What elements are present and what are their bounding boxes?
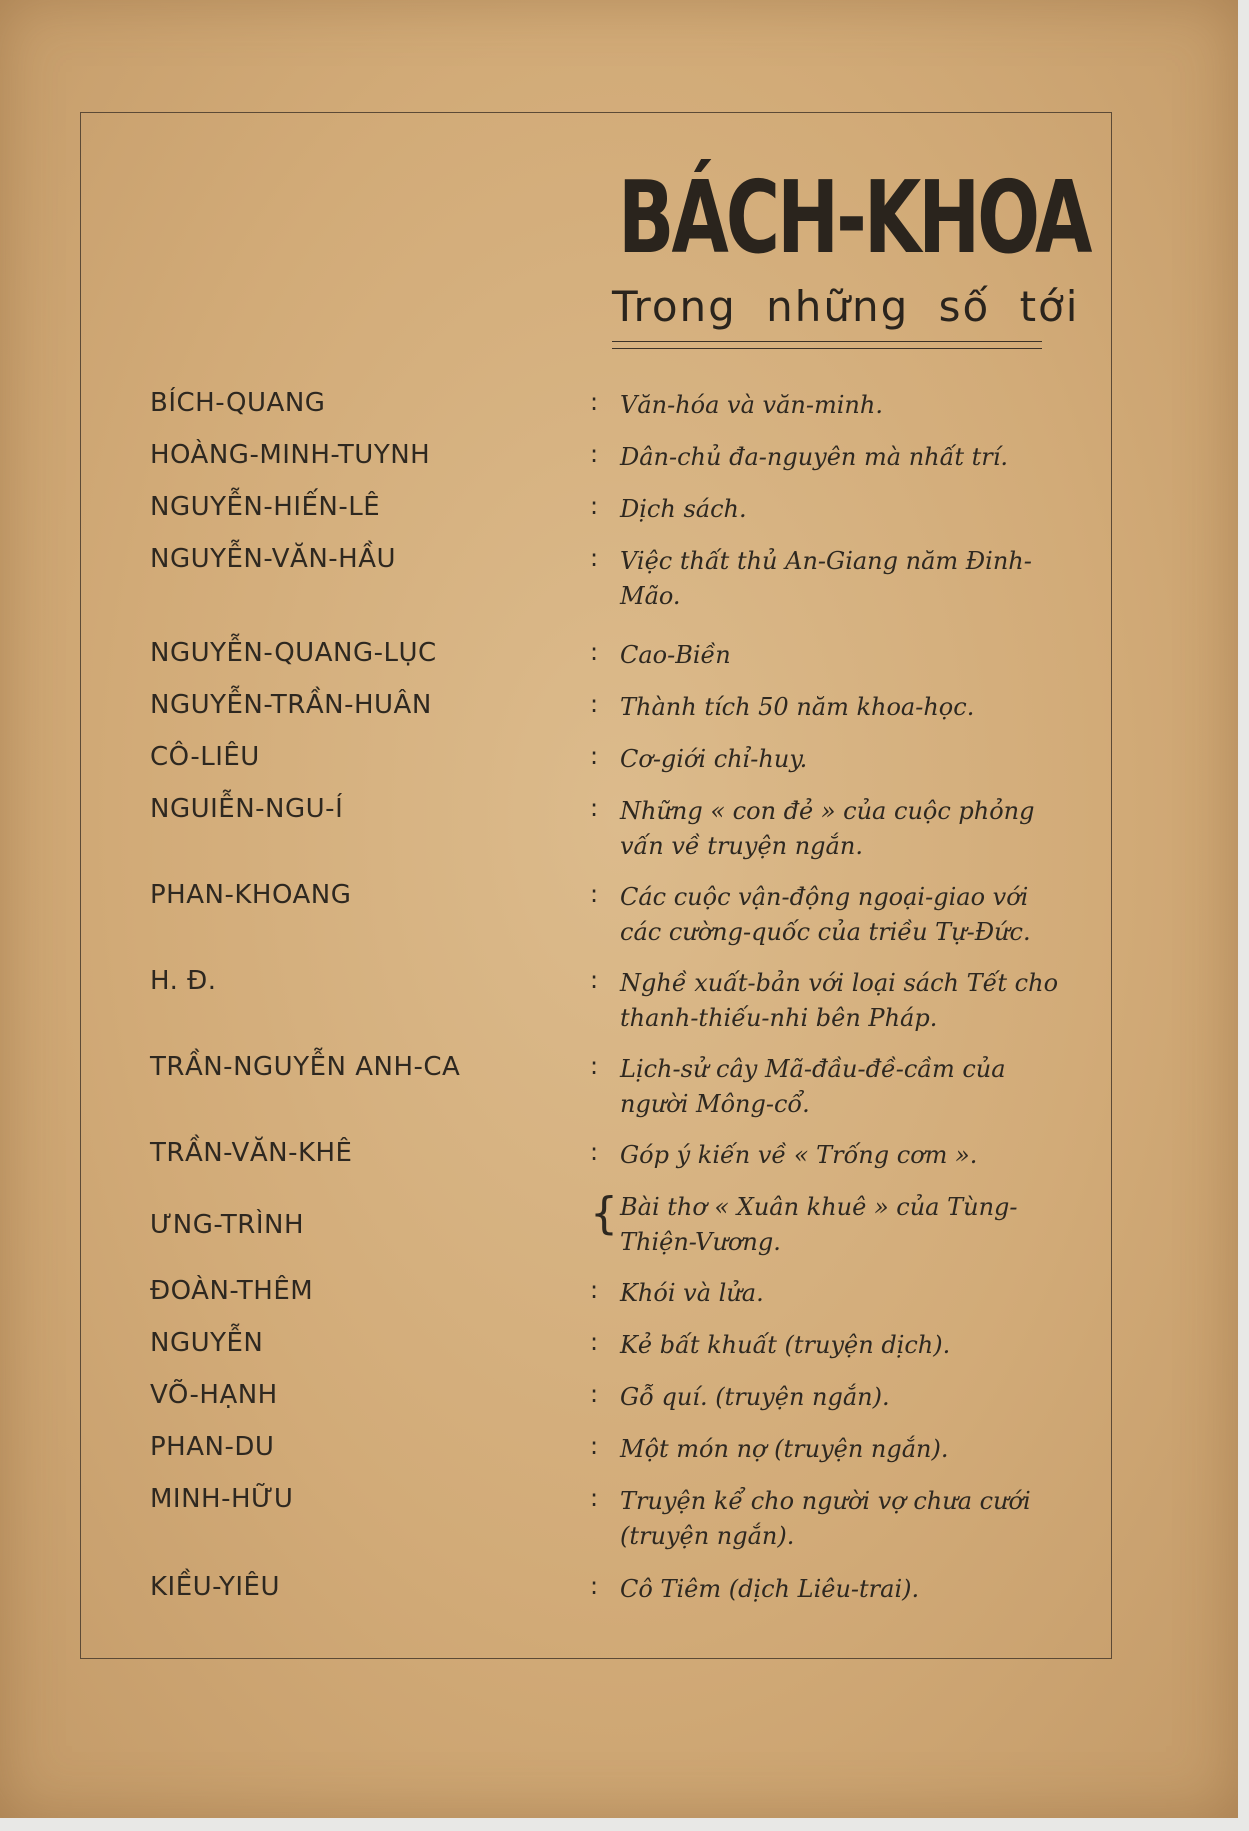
separator: : [590,1484,599,1512]
author-name: TRẦN-VĂN-KHÊ [150,1138,353,1168]
author-name: KIỀU-YIÊU [150,1572,280,1602]
author-name: NGUYỄN-VĂN-HẦU [150,544,397,574]
author-name: MINH-HỮU [150,1484,294,1514]
separator: { [590,1188,618,1239]
work-title: Cao-Biền [620,641,731,669]
work-title: Dân-chủ đa-nguyên mà nhất trí. [620,443,1009,471]
work-title: Nghề xuất-bản với loại sách Tết cho thanh-thiếu-nhi bên Pháp. [620,969,1059,1032]
author-name: TRẦN-NGUYỄN ANH-CA [150,1052,461,1082]
author-name: ƯNG-TRÌNH [150,1210,305,1240]
separator: : [590,742,599,770]
separator: : [590,492,599,520]
author-name: CÔ-LIÊU [150,742,260,772]
work-title: Dịch sách. [620,495,747,523]
separator: : [590,794,599,822]
author-name: HOÀNG-MINH-TUYNH [150,440,431,470]
work-title: Kẻ bất khuất (truyện dịch). [620,1331,951,1359]
separator: : [590,690,599,718]
author-name: NGUYỄN-QUANG-LỤC [150,638,437,668]
separator: : [590,1138,599,1166]
author-name: ĐOÀN-THÊM [150,1276,314,1306]
work-title: Gỗ quí. (truyện ngắn). [620,1383,890,1411]
separator: : [590,1276,599,1304]
work-title: Góp ý kiến về « Trống cơm ». [620,1141,978,1169]
separator: : [590,1328,599,1356]
separator: : [590,1572,599,1600]
work-title: Cô Tiêm (dịch Liêu-trai). [620,1575,920,1603]
separator: : [590,544,599,572]
author-name: H. Đ. [150,966,217,996]
work-title: Việc thất thủ An-Giang năm Đinh-Mão. [620,547,1032,610]
author-name: PHAN-DU [150,1432,275,1462]
work-title: Bài thơ « Xuân khuê » của Tùng-Thiện-Vương. [620,1193,1018,1256]
author-name: BÍCH-QUANG [150,388,326,418]
work-title: Truyện kể cho người vợ chưa cưới (truyện ngắn). [620,1487,1031,1550]
work-title: Cơ-giới chỉ-huy. [620,745,808,773]
section-subtitle: Trong những số tới [612,282,1080,331]
author-name: NGUIỄN-NGU-Í [150,794,344,824]
author-name: PHAN-KHOANG [150,880,352,910]
separator: : [590,440,599,468]
separator: : [590,388,599,416]
title-rule [612,341,1042,349]
author-name: NGUYỄN-TRẦN-HUÂN [150,690,432,720]
author-name: NGUYỄN-HIẾN-LÊ [150,492,381,522]
author-name: VÕ-HẠNH [150,1380,278,1410]
work-title: Văn-hóa và văn-minh. [620,391,883,419]
separator: : [590,880,599,908]
work-title: Thành tích 50 năm khoa-học. [620,693,975,721]
masthead [612,159,1090,349]
separator: : [590,1432,599,1460]
work-title: Những « con đẻ » của cuộc phỏng vấn về truyện ngắn. [620,797,1035,860]
separator: : [590,966,599,994]
magazine-title: BÁCH-KHOA [618,159,1090,276]
work-title: Lịch-sử cây Mã-đầu-đề-cầm của người Mông-cổ. [620,1055,1006,1118]
author-name: NGUYỄN [150,1328,264,1358]
separator: : [590,1052,599,1080]
separator: : [590,638,599,666]
work-title: Các cuộc vận-động ngoại-giao với các cường-quốc của triều Tự-Đức. [620,883,1031,946]
work-title: Khói và lửa. [620,1279,764,1307]
work-title: Một món nợ (truyện ngắn). [620,1435,949,1463]
separator: : [590,1380,599,1408]
